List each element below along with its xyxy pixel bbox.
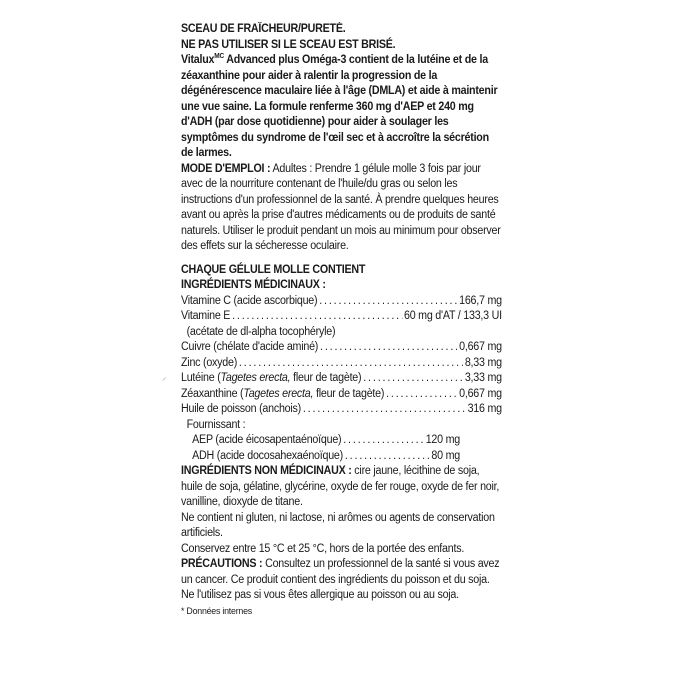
providing-row [181,433,460,449]
ingredient-amount: 166,7 mg [459,294,502,307]
leader-dots [363,371,463,387]
ingredient-name: Cuivre (chélate d'acide aminé) [181,341,319,353]
ingredient-amount: 316 mg [467,403,502,415]
ingredient-amount: 120 mg [425,434,460,446]
ingredient-row [181,340,502,356]
leader-dots [239,356,463,372]
non-medicinal-text: cire jaune, lécithine de soja, huile de soja, gélatine, glycérine, oxyde de fer rouge, oxyde de fer noir, vanilline, dioxyde de titane. [181,465,500,508]
directions-text: Adultes : Prendre 1 gélule molle 3 fois par jour avec de la nourriture contenant de l'huile/du gras ou selon les instructions d'un professionnel de la santé. À prendre quelques heures avant ou après la prise d'autres médicaments ou de produits de santé naturels. Utiliser le produit pendant un mois au minimum pour observer des effets sur la sécheresse oculaire. [181,162,501,252]
seal-line-2: NE PAS UTILISER SI LE SCEAU EST BRISÉ. [181,38,396,51]
ingredient-name: Vitamine E [181,310,231,322]
ingredient-amount: 80 mg [431,449,460,462]
providing-row [181,449,460,465]
leader-dots [345,449,430,465]
tick-mark: ⸝ [162,372,167,382]
ingredient-name: Zinc (oxyde) [181,356,238,369]
precautions-text: Consultez un professionnel de la santé si vous avez un cancer. Ce produit contient des ingrédients du poisson et du soja. Ne l'utilisez pas si vous êtes allergique au poisson ou au soja. [181,558,500,601]
leader-dots [320,340,457,356]
ingredient-amount: 0,667 mg [459,387,502,400]
label-text-column [181,22,502,619]
non-medicinal-label: INGRÉDIENTS NON MÉDICINAUX : [181,465,352,477]
ingredient-name: Lutéine (Tagetes erecta, fleur de tagète) [181,372,362,384]
ingredient-amount: 0,667 mg [459,341,502,353]
ingredient-name: AEP (acide éicosapentaénoïque) [192,434,342,446]
trademark-mark: MC [214,53,224,61]
footnote: * Données internes [181,605,252,617]
non-medicinal-ingredients [181,464,502,511]
precautions-label: PRÉCAUTIONS : [181,558,263,570]
ingredient-amount: 60 mg d'AT / 133,3 UI [404,310,502,322]
brand-name: Vitalux [181,54,215,66]
ingredient-amount: 8,33 mg [464,356,502,369]
ingredient-row [181,371,502,387]
vitamin-e-source: (acétate de dl-alpha tocophéryle) [186,325,336,338]
ingredient-row [181,356,502,372]
ingredient-name: ADH (acide docosahexaénoïque) [192,449,343,462]
leader-dots [319,294,457,310]
description-text: Advanced plus Oméga-3 contient de la lutéine et de la zéaxanthine pour aider à ralentir la progression de la dégénérescence maculaire liée à l'âge (DMLA) et aide à maintenir une vue saine. La formule renferme 360 mg d'AEP et 240 mg d'ADH (par dose quotidienne) pour aider à soulager les symptômes du syndrome de l'œil sec et à accroître la sécrétion de larmes. [181,54,498,159]
seal-line-1: SCEAU DE FRAÎCHEUR/PURETÉ. [181,23,346,35]
leader-dots [386,387,457,403]
ingredient-name: Huile de poisson (anchois) [181,403,301,415]
ingredient-row [181,309,502,325]
directions [181,162,502,255]
product-description [181,53,502,162]
ingredient-row [181,402,502,418]
providing-label: Fournissant : [186,418,246,431]
ingredient-name: Vitamine C (acide ascorbique) [181,294,318,307]
storage-statement: Conservez entre 15 °C et 25 °C, hors de la portée des enfants. [181,542,465,555]
ingredient-row [181,387,502,403]
ingredient-row [181,294,502,310]
medicinal-heading-1: CHAQUE GÉLULE MOLLE CONTIENT [181,263,366,276]
leader-dots [232,309,402,325]
directions-label: MODE D'EMPLOI : [181,162,271,175]
ingredient-name: Zéaxanthine (Tagetes erecta, fleur de tagète) [181,387,385,400]
medicinal-heading-2: INGRÉDIENTS MÉDICINAUX : [181,279,326,291]
free-of-statement: Ne contient ni gluten, ni lactose, ni arômes ou agents de conservation artificiels. [181,511,495,539]
precautions [181,557,502,604]
leader-dots [303,402,466,418]
medicinal-ingredients-section [181,263,502,465]
ingredient-amount: 3,33 mg [464,372,502,384]
leader-dots [343,433,424,449]
